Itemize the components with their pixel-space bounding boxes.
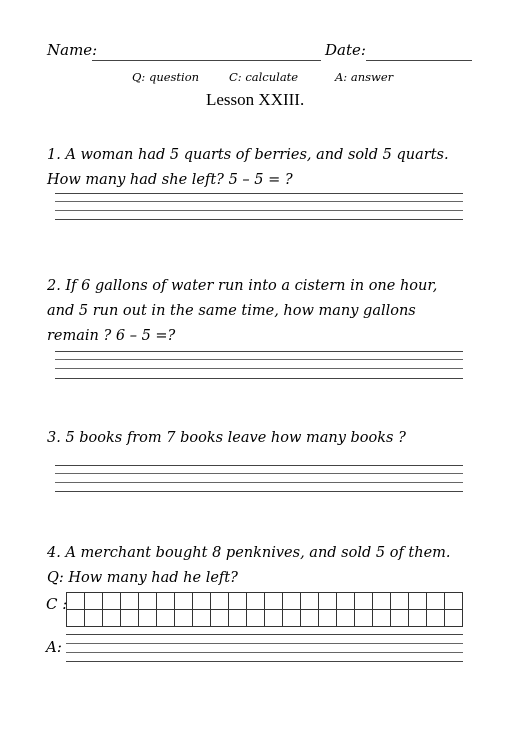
- problem-4-question: Q: How many had he left?: [47, 570, 238, 586]
- answer-line: [66, 652, 463, 653]
- answer-line: [66, 661, 463, 662]
- answer-line: [55, 219, 463, 220]
- legend-question: Q: question: [132, 70, 200, 84]
- calculation-grid[interactable]: [66, 592, 463, 627]
- problem-1-line-1: 1. A woman had 5 quarts of berries, and sold 5 quarts.: [47, 147, 449, 163]
- answer-line: [55, 210, 463, 211]
- answer-line[interactable]: [55, 465, 463, 466]
- answer-line: [55, 359, 463, 360]
- answer-label: A:: [46, 638, 62, 656]
- problem-2-line-2: and 5 run out in the same time, how many gallons: [47, 303, 416, 319]
- date-field[interactable]: [366, 60, 472, 61]
- date-label: Date:: [325, 41, 366, 59]
- answer-line: [55, 368, 463, 369]
- answer-line: [55, 473, 463, 474]
- problem-2-line-1: 2. If 6 gallons of water run into a cistern in one hour,: [47, 278, 438, 294]
- legend-answer: A: answer: [335, 70, 394, 84]
- answer-line: [66, 643, 463, 644]
- answer-line[interactable]: [55, 193, 463, 194]
- answer-line: [55, 482, 463, 483]
- answer-line[interactable]: [55, 351, 463, 352]
- name-field[interactable]: [92, 60, 321, 61]
- lesson-title: Lesson XXIII.: [206, 90, 305, 109]
- calculate-label: C :: [46, 595, 68, 613]
- problem-2-line-3: remain ? 6 – 5 =?: [47, 328, 176, 344]
- problem-1-line-2: How many had she left? 5 – 5 = ?: [47, 172, 293, 188]
- answer-line[interactable]: [66, 634, 463, 635]
- problem-3-line-1: 3. 5 books from 7 books leave how many books ?: [47, 430, 406, 446]
- answer-line: [55, 201, 463, 202]
- name-label: Name:: [47, 41, 98, 59]
- answer-line: [55, 491, 463, 492]
- answer-line: [55, 378, 463, 379]
- problem-4-line-1: 4. A merchant bought 8 penknives, and sold 5 of them.: [47, 545, 451, 561]
- legend-calculate: C: calculate: [229, 70, 299, 84]
